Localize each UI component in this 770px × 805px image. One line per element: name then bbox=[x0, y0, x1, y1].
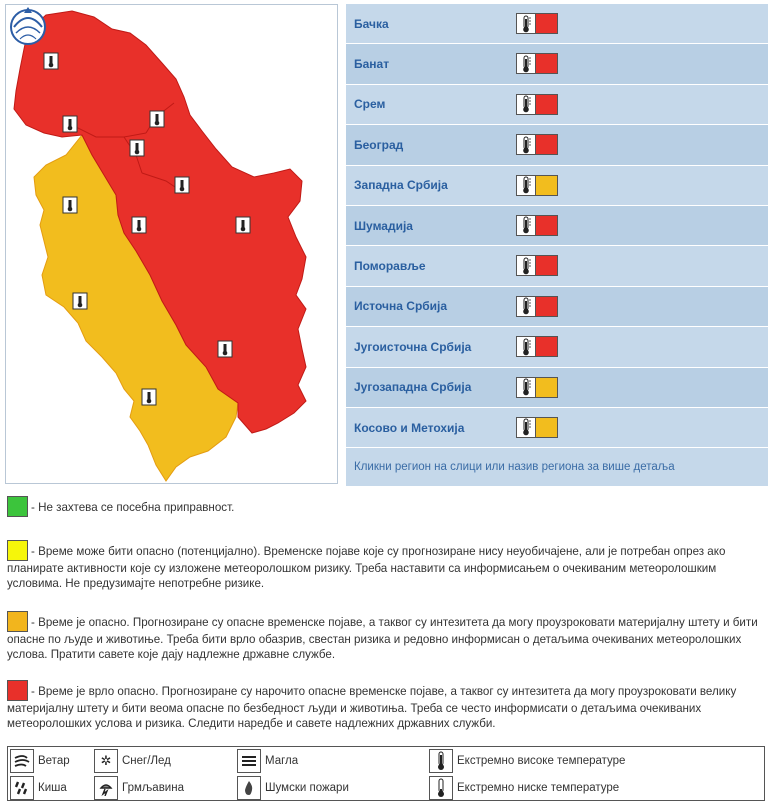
region-link[interactable]: Срем bbox=[354, 97, 386, 112]
legend-green bbox=[7, 496, 762, 517]
warning-indicator bbox=[516, 94, 558, 115]
warning-indicator bbox=[516, 175, 558, 196]
snow-ice-icon: ✲ bbox=[94, 749, 118, 773]
region-row[interactable] bbox=[346, 125, 768, 165]
map-thermometer-marker[interactable] bbox=[63, 197, 77, 213]
region-link[interactable]: Шумадија bbox=[354, 218, 413, 233]
hazard-snow bbox=[94, 748, 171, 774]
region-row[interactable] bbox=[346, 246, 768, 286]
region-link[interactable]: Поморавље bbox=[354, 259, 426, 274]
hazard-rain-label: Киша bbox=[38, 782, 67, 794]
hazard-thunder bbox=[94, 775, 184, 801]
map-thermometer-marker[interactable] bbox=[236, 217, 250, 233]
green-swatch bbox=[7, 496, 28, 517]
warning-level-swatch bbox=[536, 417, 558, 438]
map-thermometer-marker[interactable] bbox=[175, 177, 189, 193]
warning-level-swatch bbox=[536, 377, 558, 398]
legend-yellow bbox=[7, 540, 762, 591]
regions-map[interactable] bbox=[5, 4, 338, 484]
thermometer-icon bbox=[516, 417, 536, 438]
warning-level-swatch bbox=[536, 296, 558, 317]
thermometer-low-icon bbox=[429, 776, 453, 800]
warning-level-swatch bbox=[536, 13, 558, 34]
rhmz-logo bbox=[6, 5, 50, 55]
map-thermometer-marker[interactable] bbox=[132, 217, 146, 233]
hazard-high-temp-label: Екстремно високе температуре bbox=[457, 755, 626, 767]
hazard-fire bbox=[237, 775, 349, 801]
warning-indicator bbox=[516, 134, 558, 155]
legend-orange-text: - Време је опасно. Прогнозиране су опасне временске појаве, а таквог су интезитета да могу проузроковати материјалну штету и бити опасне по људе и животиње. Треба бити врло обазрив, свестан ризика и редовно информисан о детаљима очекиваних метеоролошких услова. Пратити савете које дају надлежне државне службе. bbox=[7, 616, 758, 661]
region-list bbox=[346, 4, 768, 486]
forest-fire-icon bbox=[237, 776, 261, 800]
region-row[interactable] bbox=[346, 85, 768, 125]
thermometer-icon bbox=[516, 336, 536, 357]
legend-red bbox=[7, 680, 762, 731]
hazard-thunder-label: Грмљавина bbox=[122, 782, 184, 794]
thunderstorm-icon bbox=[94, 776, 118, 800]
warning-level-swatch bbox=[536, 175, 558, 196]
region-link[interactable]: Банат bbox=[354, 57, 390, 72]
warning-level-swatch bbox=[536, 94, 558, 115]
legend-orange bbox=[7, 611, 762, 662]
legend-red-text: - Време је врло опасно. Прогнозиране су нарочито опасне временске појаве, а таквог су интезитетa да могу проузроковати велику материјалну штету и бити веома опасне по безбедност људи и животиња. Треба се често информисати о детаљима очекиваних метеоролошких услова и ризика. Следити наредбе и савете надлежних државних служби. bbox=[7, 685, 737, 730]
warning-indicator bbox=[516, 215, 558, 236]
region-row[interactable] bbox=[346, 44, 768, 84]
region-link[interactable]: Косово и Метохија bbox=[354, 420, 465, 435]
thermometer-icon bbox=[516, 53, 536, 74]
map-thermometer-marker[interactable] bbox=[218, 341, 232, 357]
thermometer-high-icon bbox=[429, 749, 453, 773]
map-thermometer-marker[interactable] bbox=[44, 53, 58, 69]
orange-swatch bbox=[7, 611, 28, 632]
region-row[interactable] bbox=[346, 4, 768, 44]
warning-indicator bbox=[516, 336, 558, 357]
serbia-map[interactable] bbox=[6, 5, 339, 485]
region-row[interactable] bbox=[346, 327, 768, 367]
map-thermometer-marker[interactable] bbox=[73, 293, 87, 309]
warning-indicator bbox=[516, 53, 558, 74]
thermometer-icon bbox=[516, 377, 536, 398]
thermometer-icon bbox=[516, 94, 536, 115]
hazard-fog bbox=[237, 748, 298, 774]
rain-icon bbox=[10, 776, 34, 800]
legend-yellow-text: - Време може бити опасно (потенцијално). Временске појаве које су прогнозиране нису неуобичајене, али је потребан опрез ако планирате активности које су изложене метеоролошком ризику. Треба наставити са информисањем о очекиваним метеоролошким условима. Не предузимајте непотребне ризике. bbox=[7, 545, 726, 590]
region-link[interactable]: Београд bbox=[354, 137, 404, 152]
region-row[interactable] bbox=[346, 287, 768, 327]
warning-level-swatch bbox=[536, 134, 558, 155]
region-row[interactable] bbox=[346, 408, 768, 448]
warning-level-swatch bbox=[536, 336, 558, 357]
warning-indicator bbox=[516, 377, 558, 398]
red-swatch bbox=[7, 680, 28, 701]
fog-icon bbox=[237, 749, 261, 773]
map-thermometer-marker[interactable] bbox=[142, 389, 156, 405]
wind-icon bbox=[10, 749, 34, 773]
thermometer-icon bbox=[516, 296, 536, 317]
hazard-fog-label: Магла bbox=[265, 755, 299, 767]
warning-indicator bbox=[516, 13, 558, 34]
hazard-low-temp bbox=[429, 775, 619, 801]
yellow-swatch bbox=[7, 540, 28, 561]
warning-indicator bbox=[516, 255, 558, 276]
hazard-high-temp bbox=[429, 748, 625, 774]
thermometer-icon bbox=[516, 13, 536, 34]
warning-level-swatch bbox=[536, 53, 558, 74]
thermometer-icon bbox=[516, 255, 536, 276]
warning-level-swatch bbox=[536, 255, 558, 276]
hazard-snow-label: Снег/Лед bbox=[122, 755, 171, 767]
region-row[interactable] bbox=[346, 368, 768, 408]
warning-indicator bbox=[516, 296, 558, 317]
region-link[interactable]: Југозападна Србија bbox=[354, 380, 472, 395]
hazard-wind bbox=[10, 748, 70, 774]
thermometer-icon bbox=[516, 175, 536, 196]
region-link[interactable]: Западна Србија bbox=[354, 178, 448, 193]
hazard-rain bbox=[10, 775, 67, 801]
hazard-icon-legend bbox=[7, 746, 765, 801]
region-row[interactable] bbox=[346, 206, 768, 246]
region-link[interactable]: Бачка bbox=[354, 16, 389, 31]
hazard-fire-label: Шумски пожари bbox=[265, 782, 349, 794]
warning-indicator bbox=[516, 417, 558, 438]
hazard-wind-label: Ветар bbox=[38, 755, 70, 767]
thermometer-icon bbox=[516, 215, 536, 236]
hazard-low-temp-label: Екстремно ниске температуре bbox=[457, 782, 620, 794]
warning-level-swatch bbox=[536, 215, 558, 236]
region-hint: Кликни регион на слици или назив региона за више детаља bbox=[346, 448, 768, 486]
map-thermometer-marker[interactable] bbox=[63, 116, 77, 132]
map-thermometer-marker[interactable] bbox=[130, 140, 144, 156]
region-link[interactable]: Источна Србија bbox=[354, 299, 448, 314]
region-row[interactable] bbox=[346, 166, 768, 206]
map-thermometer-marker[interactable] bbox=[150, 111, 164, 127]
region-link[interactable]: Југоисточна Србија bbox=[354, 339, 472, 354]
thermometer-icon bbox=[516, 134, 536, 155]
legend-green-text: - Не захтева се посебна приправност. bbox=[31, 501, 235, 514]
